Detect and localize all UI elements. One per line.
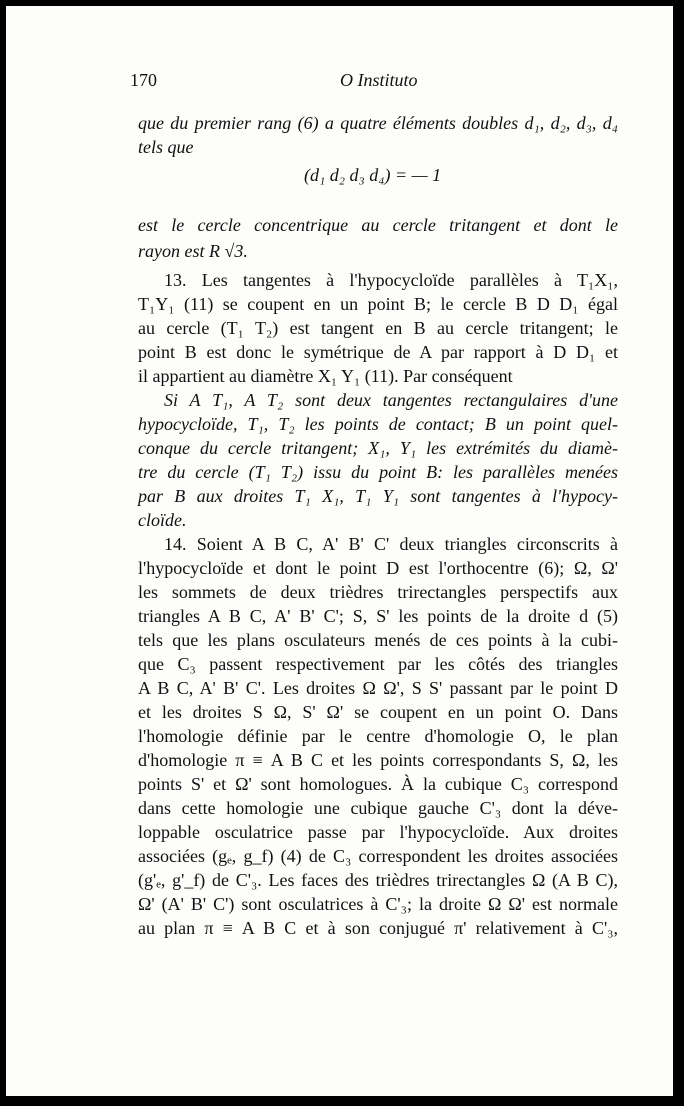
- text-line: loppable osculatrice passe par l'hypocycloïde. Aux droites: [138, 822, 618, 842]
- text-line: que du premier rang (6) a quatre éléments doubles d₁, d₂, d₃, d₄: [138, 113, 618, 133]
- running-header: [130, 70, 628, 96]
- text-line: 14. Soient A B C, A' B' C' deux triangles circonscrits à: [164, 534, 618, 554]
- text-line: (g'ₑ, g'_f) de C'₃. Les faces des trièdres trirectangles Ω (A B C),: [138, 870, 618, 890]
- text-line: (d₁ d₂ d₃ d₄) = — 1: [304, 165, 442, 185]
- text-line: points S' et Ω' sont homologues. À la cubique C₃ correspond: [138, 774, 618, 794]
- text-line: par B aux droites T₁ X₁, T₁ Y₁ sont tangentes à l'hypocy-: [138, 486, 618, 506]
- text-line: est le cercle concentrique au cercle tritangent et dont le: [138, 215, 618, 235]
- text-line: l'homologie définie par le centre d'homologie O, le plan: [138, 726, 618, 746]
- text-line: triangles A B C, A' B' C'; S, S' les points de la droite d (5): [138, 606, 618, 626]
- text-line: associées (gₑ, g_f) (4) de C₃ correspondent les droites associées: [138, 846, 618, 866]
- text-line: Si A T₁, A T₂ sont deux tangentes rectangulaires d'une: [164, 390, 618, 410]
- text-line: A B C, A' B' C'. Les droites Ω Ω', S S' passant par le point D: [138, 678, 618, 698]
- text-line: que C₃ passent respectivement par les côtés des triangles: [138, 654, 618, 674]
- text-line: conque du cercle tritangent; X₁, Y₁ les extrémités du diamè-: [138, 438, 618, 458]
- text-line: il appartient au diamètre X₁ Y₁ (11). Par conséquent: [138, 366, 513, 386]
- text-line: tels que: [138, 137, 194, 157]
- text-line: 13. Les tangentes à l'hypocycloïde parallèles à T₁X₁,: [164, 270, 618, 290]
- text-line: au plan π ≡ A B C et à son conjugué π' relativement à C'₃,: [138, 918, 618, 938]
- text-line: au cercle (T₁ T₂) est tangent en B au cercle tritangent; le: [138, 318, 618, 338]
- text-line: point B est donc le symétrique de A par rapport à D D₁ et: [138, 342, 618, 362]
- running-title: O Instituto: [340, 70, 418, 90]
- text-line: les sommets de deux trièdres trirectangles perspectifs aux: [138, 582, 618, 602]
- text-line: l'hypocycloïde et dont le point D est l'orthocentre (6); Ω, Ω': [138, 558, 618, 578]
- text-line: rayon est R √3.: [138, 241, 248, 261]
- text-line: cloïde.: [138, 510, 187, 530]
- text-line: T₁Y₁ (11) se coupent en un point B; le cercle B D D₁ égal: [138, 294, 618, 314]
- text-line: et les droites S Ω, S' Ω' se coupent en un point O. Dans: [138, 702, 618, 722]
- text-line: tels que les plans osculateurs menés de ces points à la cubi-: [138, 630, 618, 650]
- text-line: hypocycloïde, T₁, T₂ les points de contact; B un point quel-: [138, 414, 618, 434]
- page-number: 170: [130, 70, 157, 90]
- text-line: tre du cercle (T₁ T₂) issu du point B: les parallèles menées: [138, 462, 618, 482]
- book-page: [6, 6, 673, 1096]
- text-line: dans cette homologie une cubique gauche C'₃ dont la déve-: [138, 798, 618, 818]
- text-line: d'homologie π ≡ A B C et les points correspondants S, Ω, les: [138, 750, 618, 770]
- text-line: Ω' (A' B' C') sont osculatrices à C'₃; la droite Ω Ω' est normale: [138, 894, 618, 914]
